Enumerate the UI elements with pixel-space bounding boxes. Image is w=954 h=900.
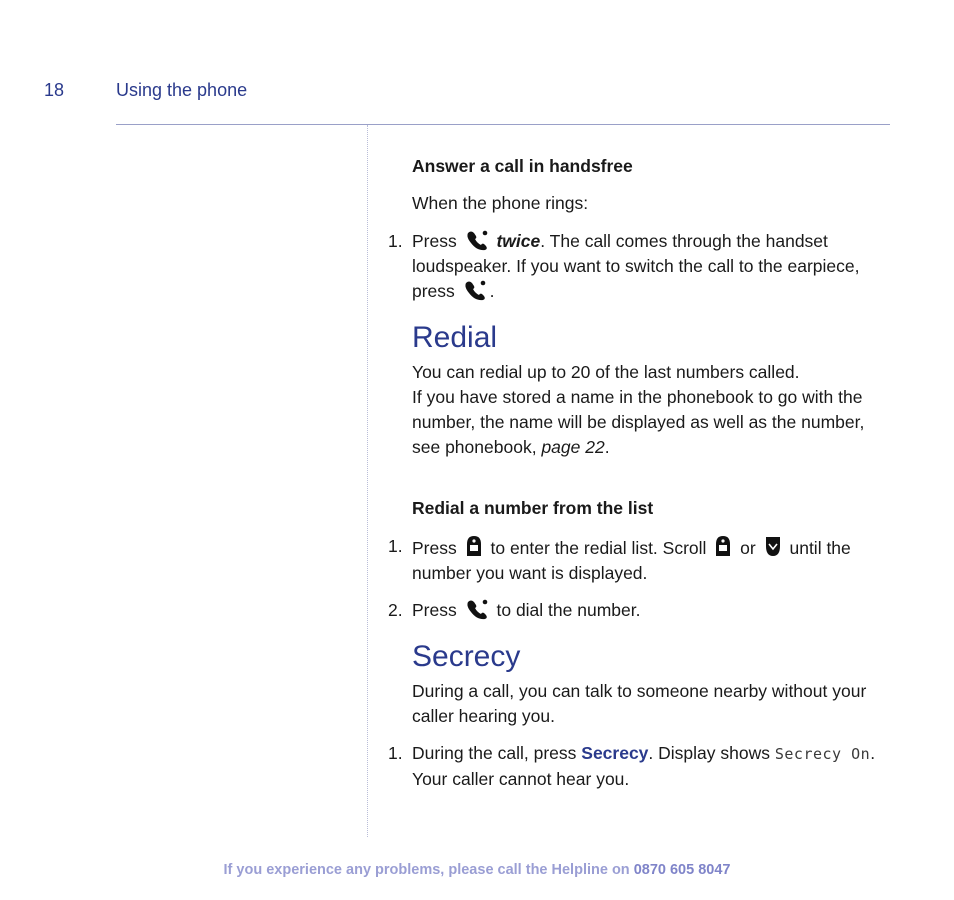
secrecy-step-1 <box>388 741 888 792</box>
scroll-down-icon <box>764 534 782 558</box>
helpline-number: 0870 605 8047 <box>633 862 731 878</box>
step-number: 2. <box>388 600 403 620</box>
secrecy-key-label: Secrecy <box>581 743 649 763</box>
redial-para-2: If you have stored a name in the phonebook to go with the number, the name will be displayed as well as the number, see phonebook, page 22. <box>412 387 865 457</box>
twice-text: twice <box>496 231 541 251</box>
answer-intro: When the phone rings: <box>412 193 589 213</box>
step-text: to dial the number. <box>496 600 641 620</box>
display-readout: Secrecy On <box>774 745 871 763</box>
step-text: During the call, press <box>412 743 577 763</box>
step-text: . <box>489 281 495 301</box>
redial-para-1: You can redial up to 20 of the last numbers called. <box>412 362 800 382</box>
header-rule <box>116 124 890 125</box>
running-title: Using the phone <box>116 80 248 100</box>
redial-list-heading: Redial a number from the list <box>412 498 654 518</box>
phone-talk-icon <box>465 598 489 620</box>
redial-step-2 <box>388 598 888 623</box>
footer-text: If you experience any problems, please call the Helpline on <box>223 862 630 878</box>
step-number: 1. <box>388 231 403 251</box>
step-text: . Display shows <box>648 743 770 763</box>
column-divider <box>367 125 368 837</box>
step-text: or <box>740 538 756 558</box>
secrecy-intro: During a call, you can talk to someone nearby without your caller hearing you. <box>412 681 867 726</box>
page-reference: page 22 <box>541 437 605 457</box>
redial-up-icon <box>465 534 483 558</box>
step-text: Press <box>412 231 457 251</box>
redial-step-1 <box>388 534 888 586</box>
step-text: . The call comes through the handset loudspeaker. If you want to switch the call to the earpiece, press <box>412 231 860 301</box>
step-text: . Your caller cannot hear you. <box>412 743 876 789</box>
step-number: 1. <box>388 536 403 556</box>
phone-talk-icon <box>463 279 487 301</box>
secrecy-title: Secrecy <box>412 640 521 673</box>
step-number: 1. <box>388 743 403 763</box>
step-text: Press <box>412 538 457 558</box>
phone-talk-icon <box>465 229 489 251</box>
answer-step-1 <box>388 229 888 304</box>
main-column <box>388 154 888 792</box>
step-text: Press <box>412 600 457 620</box>
redial-up-icon <box>714 534 732 558</box>
step-text: to enter the redial list. Scroll <box>490 538 707 558</box>
page-header <box>0 80 954 106</box>
step-text: until the number you want is displayed. <box>412 538 851 583</box>
page-number: 18 <box>44 80 65 100</box>
redial-title: Redial <box>412 321 498 354</box>
answer-handsfree-heading: Answer a call in handsfree <box>412 156 633 176</box>
helpline-footer <box>0 862 954 878</box>
